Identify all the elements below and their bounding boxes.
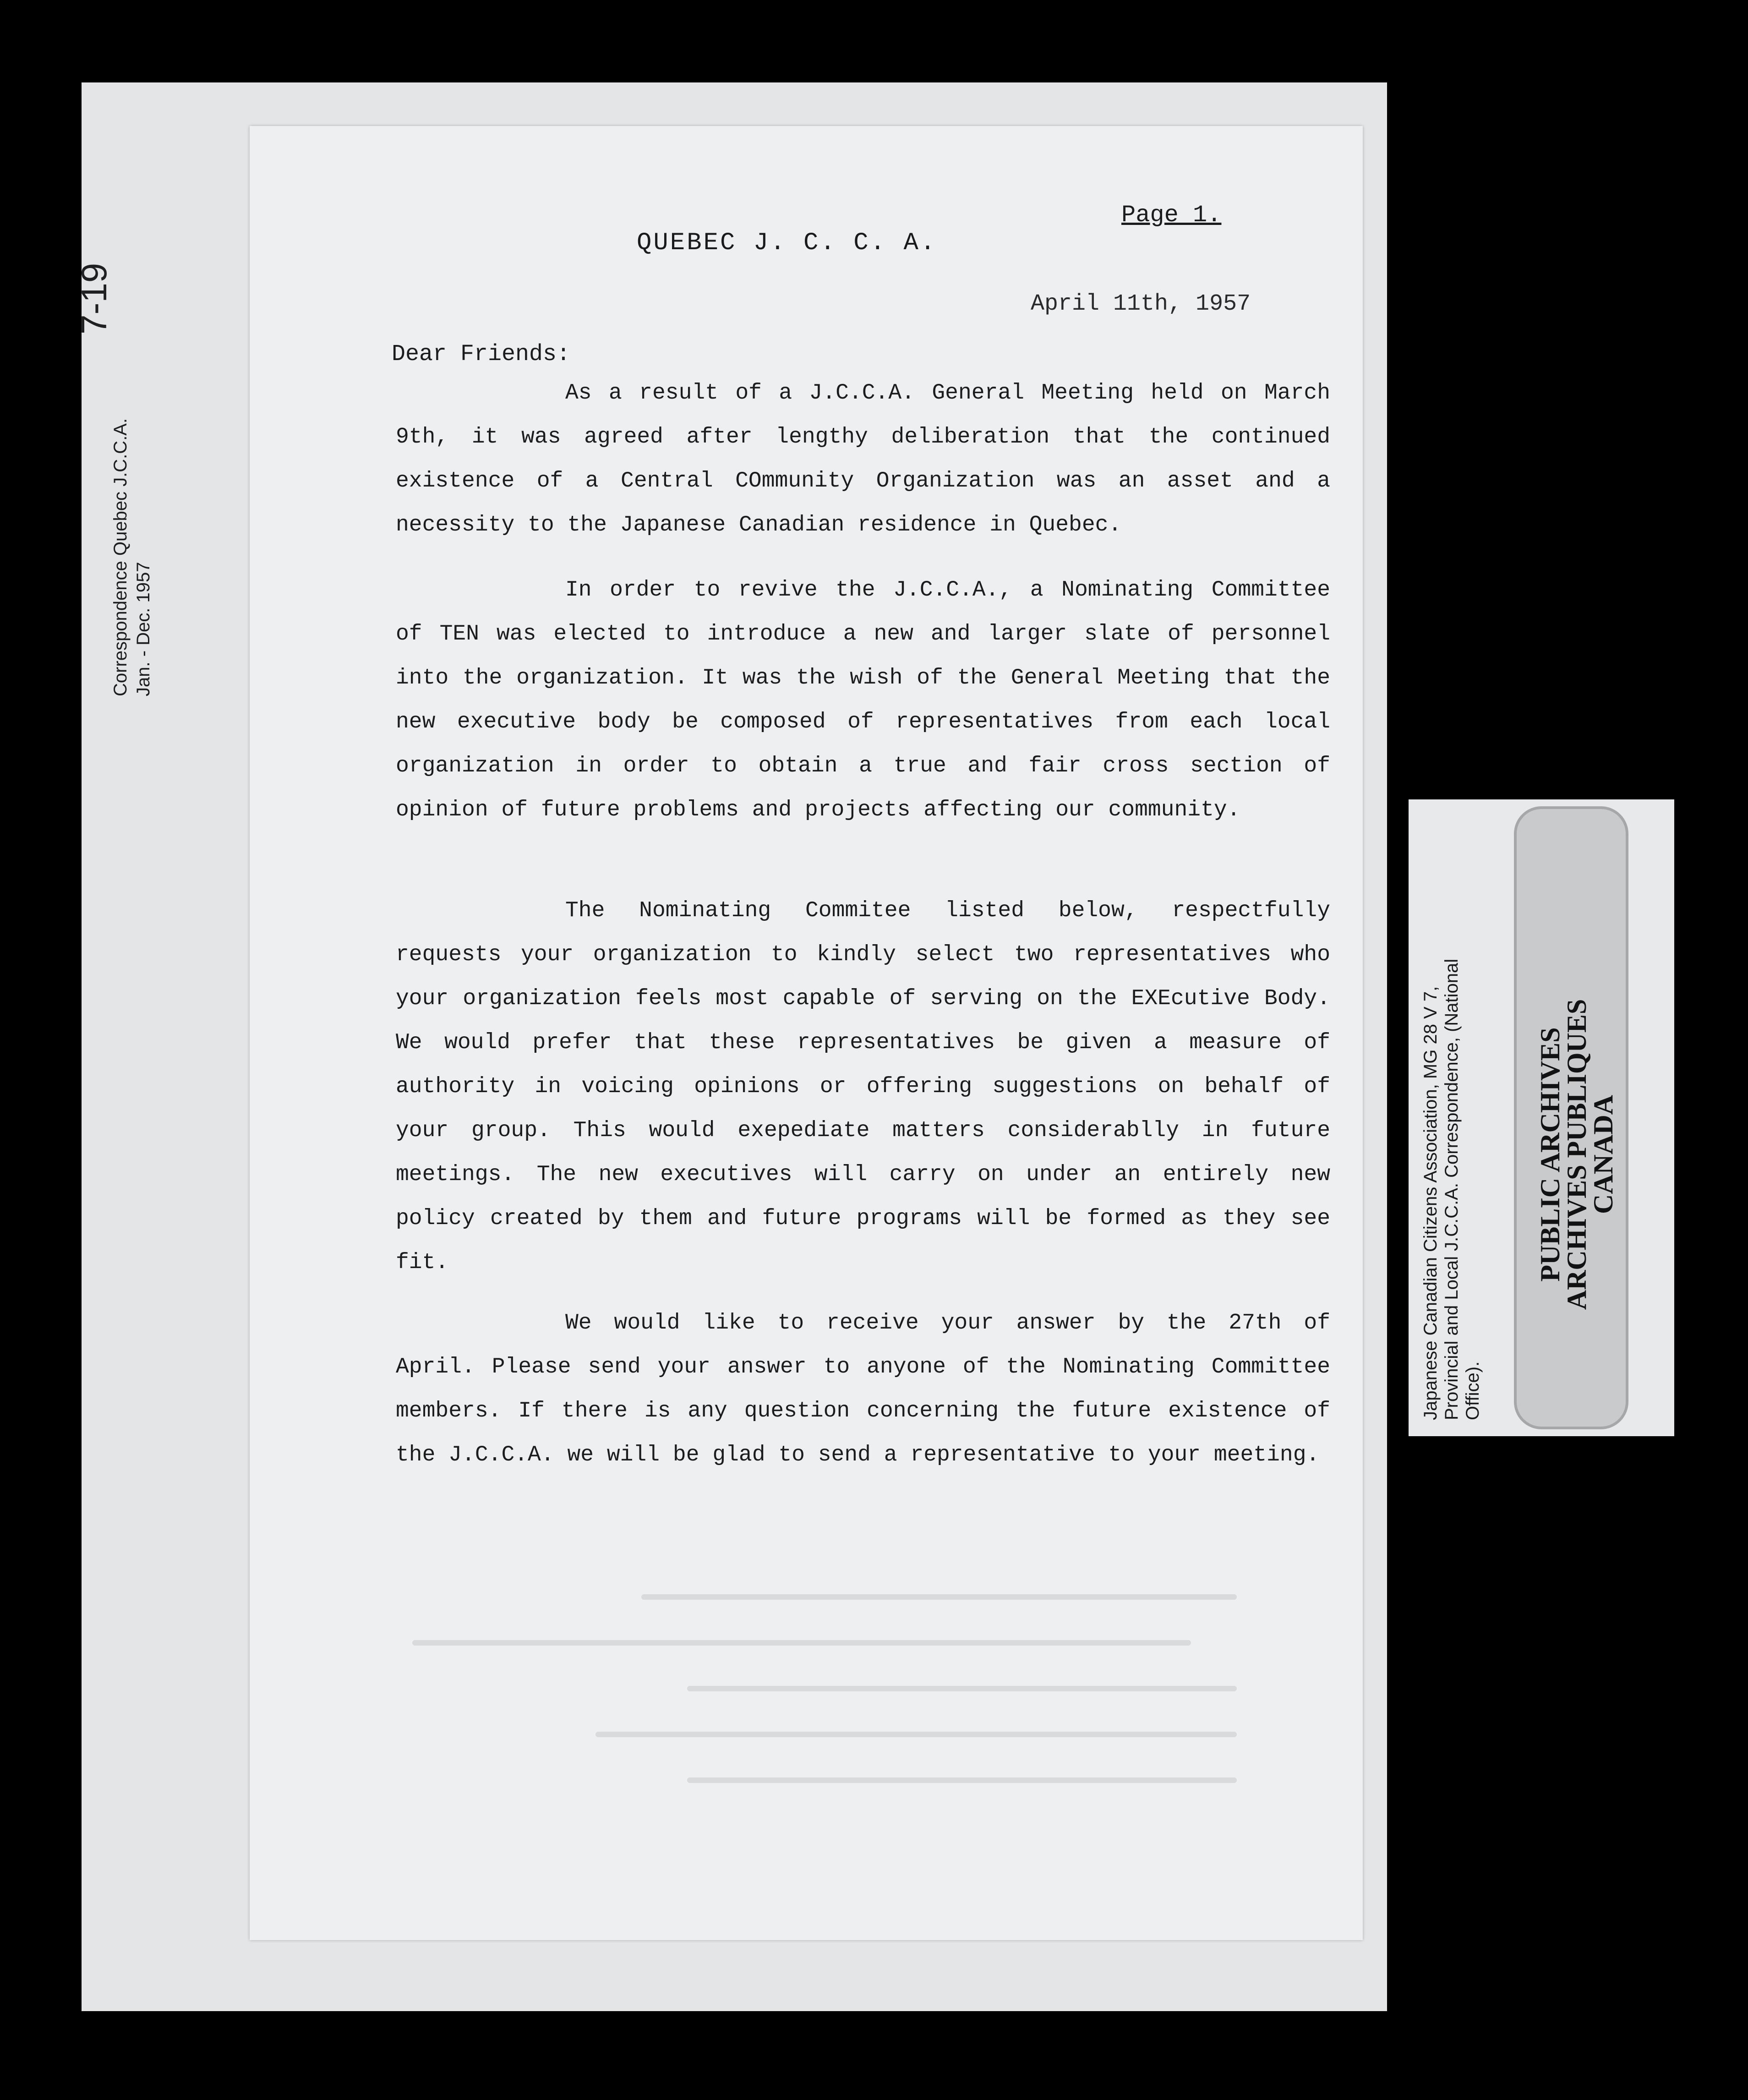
stamp-line: CANADA (1588, 1095, 1618, 1214)
letter-date: April 11th, 1957 (1031, 291, 1251, 317)
paragraph: The Nominating Commitee listed below, respectfully requests your organization to kindly select two representatives who your organization feels most capable of serving on the EXEcutive Body. We would prefer that these representatives be given a measure of authority in voicing opinions or offering suggestions on behalf of your group. This would exepediate matters considerablly in future meetings. The new executives will carry on under an entirely new policy created by them and future programs will be formed as they see fit. (396, 898, 1330, 1275)
folder-label-line: Jan. - Dec. 1957 (133, 562, 153, 696)
page-number: Page 1. (1121, 202, 1222, 229)
archive-stamp-text (1537, 990, 1617, 1319)
salutation: Dear Friends: (392, 341, 571, 367)
archive-caption-line: Japanese Canadian Citizens Association, MG 28 V 7, (1420, 986, 1441, 1420)
folder-reference-number: 7-19 (74, 262, 114, 334)
folder-label-line: Correspondence Quebec J.C.C.A. (110, 418, 131, 696)
stamp-line: ARCHIVES PUBLIQUES (1562, 999, 1592, 1310)
bleed-through-mark (687, 1777, 1237, 1783)
bleed-through-mark (687, 1686, 1237, 1691)
archive-caption-line: Provincial and Local J.C.C.A. Correspondence, (National (1442, 958, 1462, 1420)
archive-caption-line: Office). (1463, 1361, 1483, 1420)
stamp-line: PUBLIC ARCHIVES (1535, 1027, 1565, 1282)
bleed-through-mark (595, 1732, 1237, 1737)
letter-title: QUEBEC J. C. C. A. (637, 229, 937, 257)
paragraph: As a result of a J.C.C.A. General Meeting held on March 9th, it was agreed after lengthy deliberation that the continued existence of a Central COmmunity Organization was an asset and a necessity to the Japanese Canadian residence in Quebec. (396, 381, 1330, 537)
paragraph: We would like to receive your answer by the 27th of April. Please send your answer to anyone of the Nominating Committee members. If there is any question concerning the future existence of the J.C.C.A. we will be glad to send a representative to your meeting. (396, 1311, 1330, 1467)
archive-caption (1420, 959, 1483, 1420)
paragraph: In order to revive the J.C.C.A., a Nominating Committee of TEN was elected to introduce a new and larger slate of personnel into the organization. It was the wish of the General Meeting that the new executive body be composed of representatives from each local organization in order to obtain a true and fair cross section of opinion of future problems and projects affecting our community. (396, 578, 1330, 822)
bleed-through-mark (412, 1640, 1191, 1646)
folder-label (109, 418, 155, 696)
bleed-through-mark (641, 1594, 1237, 1600)
folder-edge (137, 760, 192, 2011)
